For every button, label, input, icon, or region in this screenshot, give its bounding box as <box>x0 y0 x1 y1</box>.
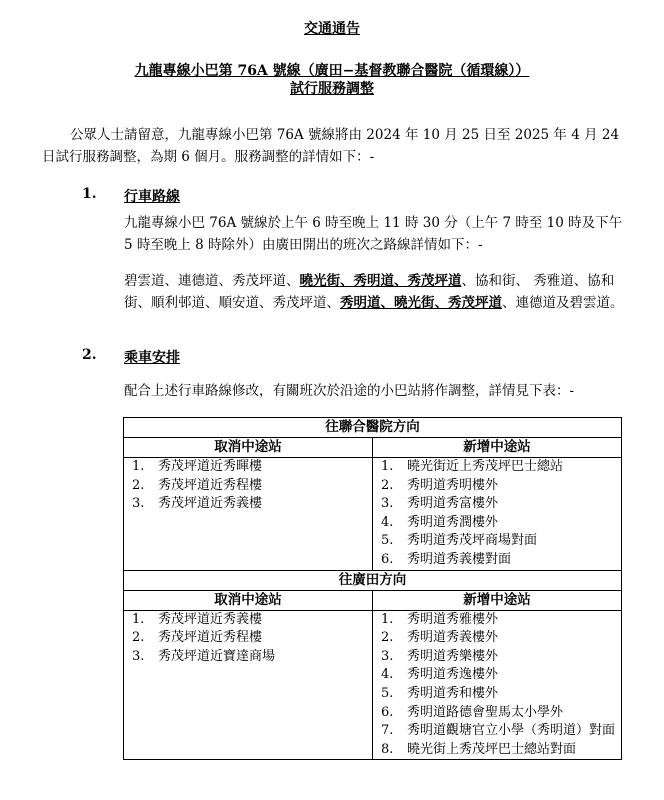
stop-list-item <box>373 722 621 741</box>
intro-paragraph: 公眾人士請留意，九龍專線小巴第 76A 號線將由 2024 年 10 月 25 日至 2025 年 4 月 24 日試行服務調整，為期 6 個月。服務調整的詳情如下：- <box>42 127 620 165</box>
stop-list-item <box>373 685 621 704</box>
stop-number: 2. <box>381 477 394 493</box>
stop-number: 1. <box>132 611 145 627</box>
stop-name: 秀明道路德會聖馬太小學外 <box>407 704 564 720</box>
stop-number: 2. <box>132 630 145 646</box>
add-stops-list <box>373 458 621 570</box>
stop-name: 秀明道秀義樓外 <box>407 630 499 646</box>
stop-list-item <box>373 741 621 760</box>
route-segment-changed: 曉光街、秀明道、秀茂坪道 <box>299 273 462 289</box>
stop-number: 6. <box>381 704 394 720</box>
stop-list-item <box>373 532 621 551</box>
stop-list-item <box>124 495 372 514</box>
stop-list-item <box>373 477 621 496</box>
stop-number: 2. <box>381 630 394 646</box>
stop-number: 1. <box>381 611 394 627</box>
stop-name: 秀明道秀義樓對面 <box>407 551 512 567</box>
cancel-stops-list <box>124 458 372 514</box>
add-stops-heading: 新增中途站 <box>373 438 622 458</box>
stop-list-item <box>124 648 372 667</box>
stop-number: 2. <box>132 477 145 493</box>
direction-heading: 往聯合醫院方向 <box>124 418 622 438</box>
stop-name: 秀明道秀富樓外 <box>407 496 499 512</box>
route-details <box>124 270 624 314</box>
route-segment-changed: 秀明道、曉光街、秀茂坪道 <box>340 295 502 311</box>
stop-list-item <box>124 611 372 630</box>
section-2-title: 乘車安排 <box>124 350 180 366</box>
stop-name: 秀明道觀塘官立小學（秀明道）對面 <box>407 723 616 739</box>
stop-number: 3. <box>132 496 145 512</box>
cancel-stops-cell <box>124 458 373 571</box>
stop-name: 秀明道秀和樓外 <box>407 685 499 701</box>
stop-list-item <box>373 629 621 648</box>
stop-list-item <box>124 477 372 496</box>
stop-name: 秀明道秀逸樓外 <box>407 667 499 683</box>
stop-name: 秀茂坪道近秀程樓 <box>158 630 263 646</box>
stop-list-item <box>373 666 621 685</box>
stop-list-item <box>373 458 621 477</box>
route-segment: 、協和街、 秀雅道、協和街、順利邨道、順安道、秀茂坪道、 <box>124 273 615 311</box>
stop-list-item <box>373 514 621 533</box>
stop-name: 秀茂坪道近寶達商場 <box>158 648 276 664</box>
stop-number: 3. <box>132 648 145 664</box>
stop-number: 3. <box>381 496 394 512</box>
stop-name: 曉光街近上秀茂坪巴士總站 <box>407 459 564 474</box>
section-2-paragraph: 配合上述行車路線修改，有關班次於沿途的小巴站將作調整，詳情見下表：- <box>124 383 575 399</box>
notice-heading: 交通通告 <box>304 21 360 37</box>
route-segment: 、連德道及碧雲道。 <box>502 295 624 311</box>
stop-name: 秀茂坪道近秀義樓 <box>158 611 263 627</box>
stop-name: 秀明道秀樂樓外 <box>407 648 499 664</box>
stop-number: 4. <box>381 514 394 530</box>
stop-list-item <box>124 629 372 648</box>
stop-number: 3. <box>381 648 394 664</box>
cancel-stops-heading: 取消中途站 <box>124 438 373 458</box>
section-2-number: 2. <box>82 347 97 363</box>
stop-number: 7. <box>381 723 394 739</box>
stop-list-item <box>373 704 621 723</box>
stop-adjustment-table <box>123 417 622 760</box>
direction-heading: 往廣田方向 <box>124 570 622 590</box>
stop-number: 5. <box>381 533 394 549</box>
stop-list-item <box>124 458 372 477</box>
route-segment: 碧雲道、連德道、秀茂坪道、 <box>124 273 300 289</box>
stop-list-item <box>373 551 621 570</box>
stop-name: 秀明道秀茂坪商場對面 <box>407 533 538 549</box>
stop-number: 8. <box>381 741 394 757</box>
stop-number: 1. <box>381 459 394 474</box>
stop-name: 秀明道秀明樓外 <box>407 477 499 493</box>
cancel-stops-list <box>124 611 372 667</box>
stop-name: 秀茂坪道近秀程樓 <box>158 477 263 493</box>
stop-number: 1. <box>132 459 145 474</box>
section-1-number: 1. <box>82 186 97 202</box>
stop-name: 秀明道秀雅樓外 <box>407 611 499 627</box>
section-1-paragraph: 九龍專線小巴 76A 號線於上午 6 時至晚上 11 時 30 分（上午 7 時至 10 時及下午 5 時至晚上 8 時除外）由廣田開出的班次之路線詳情如下：- <box>124 215 623 253</box>
add-stops-cell <box>373 610 622 760</box>
stop-name: 曉光街上秀茂坪巴士總站對面 <box>407 741 577 757</box>
cancel-stops-cell <box>124 610 373 760</box>
stop-list-item <box>373 611 621 630</box>
cancel-stops-heading: 取消中途站 <box>124 590 373 610</box>
notice-subtitle: 試行服務調整 <box>290 81 374 97</box>
stop-number: 4. <box>381 667 394 683</box>
add-stops-list <box>373 611 621 760</box>
stop-name: 秀茂坪道近秀義樓 <box>158 496 263 512</box>
add-stops-cell <box>373 458 622 571</box>
stop-number: 5. <box>381 685 394 701</box>
add-stops-heading: 新增中途站 <box>373 590 622 610</box>
stop-list-item <box>373 495 621 514</box>
stop-name: 秀明道秀潤樓外 <box>407 514 499 530</box>
stop-list-item <box>373 648 621 667</box>
stop-number: 6. <box>381 551 394 567</box>
route-title: 九龍專線小巴第 76A 號線（廣田−基督教聯合醫院（循環線）） <box>134 63 530 79</box>
stop-name: 秀茂坪道近秀暉樓 <box>158 459 263 474</box>
section-1-title: 行車路線 <box>124 189 180 205</box>
